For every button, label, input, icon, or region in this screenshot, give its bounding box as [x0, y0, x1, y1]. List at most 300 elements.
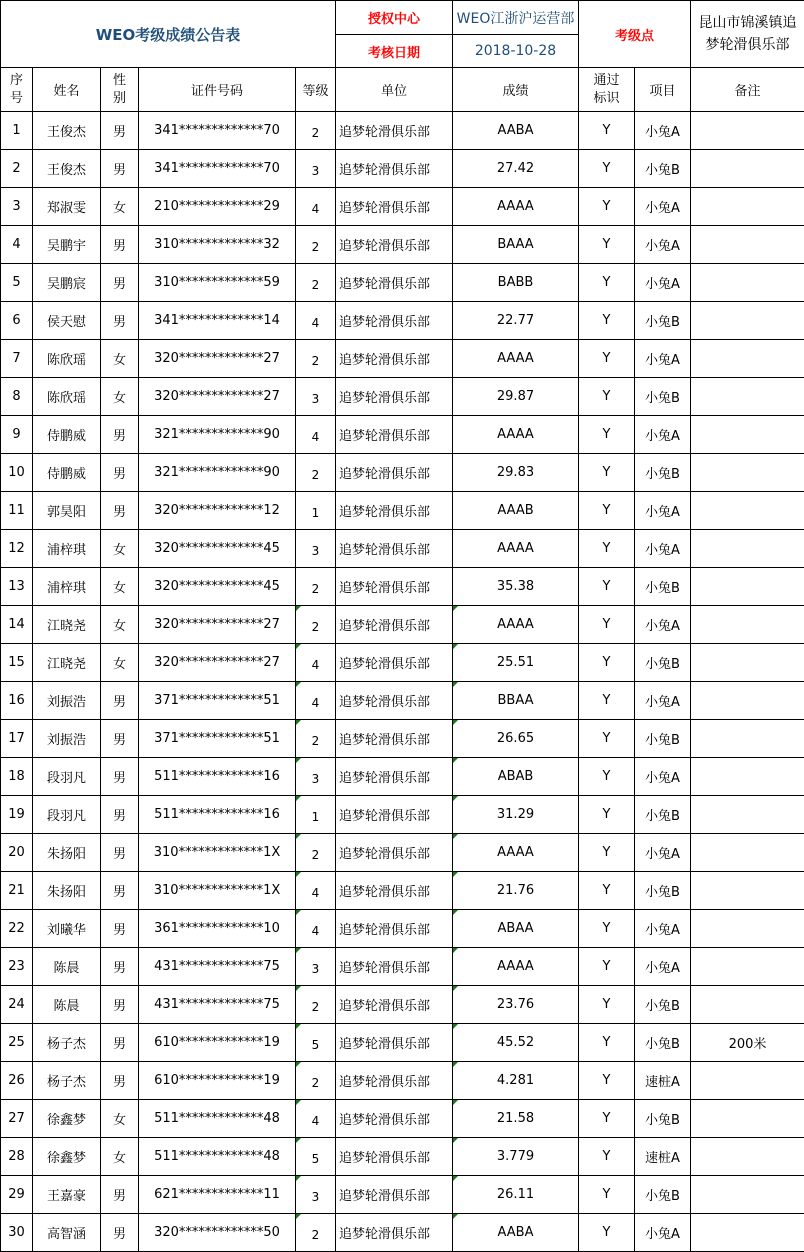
row-pass: Y — [579, 454, 635, 492]
row-id: 371*************51 — [139, 682, 296, 720]
row-name: 江晓尧 — [33, 644, 101, 682]
row-unit: 追梦轮滑俱乐部 — [336, 606, 453, 644]
row-unit: 追梦轮滑俱乐部 — [336, 796, 453, 834]
row-name: 段羽凡 — [33, 758, 101, 796]
row-note — [691, 492, 804, 530]
row-no: 23 — [1, 948, 33, 986]
table-row — [1, 986, 804, 1024]
row-score: 21.58 — [453, 1100, 579, 1138]
table-row — [1, 606, 804, 644]
row-level: 1 — [296, 492, 336, 530]
row-name: 王嘉豪 — [33, 1176, 101, 1214]
row-item: 小兔B — [635, 150, 691, 188]
row-level: 4 — [296, 872, 336, 910]
row-item: 小兔B — [635, 302, 691, 340]
row-level: 2 — [296, 340, 336, 378]
row-item: 小兔A — [635, 606, 691, 644]
row-unit: 追梦轮滑俱乐部 — [336, 720, 453, 758]
row-pass: Y — [579, 492, 635, 530]
row-gender: 男 — [101, 1024, 139, 1062]
row-item: 小兔B — [635, 378, 691, 416]
row-unit: 追梦轮滑俱乐部 — [336, 264, 453, 302]
row-level: 2 — [296, 226, 336, 264]
row-id: 610*************19 — [139, 1062, 296, 1100]
row-score: AAAB — [453, 492, 579, 530]
header-note: 备注 — [691, 68, 804, 112]
row-item: 小兔A — [635, 1214, 691, 1252]
row-id: 341*************14 — [139, 302, 296, 340]
row-gender: 男 — [101, 1214, 139, 1252]
row-no: 27 — [1, 1100, 33, 1138]
row-pass: Y — [579, 606, 635, 644]
table-row — [1, 834, 804, 872]
row-note — [691, 454, 804, 492]
row-score: 4.281 — [453, 1062, 579, 1100]
row-unit: 追梦轮滑俱乐部 — [336, 872, 453, 910]
row-id: 511*************16 — [139, 796, 296, 834]
row-no: 22 — [1, 910, 33, 948]
row-item: 小兔B — [635, 454, 691, 492]
center-label: 授权中心 — [336, 1, 453, 35]
row-id: 320*************27 — [139, 644, 296, 682]
row-pass: Y — [579, 948, 635, 986]
row-level: 4 — [296, 644, 336, 682]
row-id: 320*************27 — [139, 606, 296, 644]
row-note — [691, 1214, 804, 1252]
header-name: 姓名 — [33, 68, 101, 112]
row-name: 王俊杰 — [33, 112, 101, 150]
row-name: 王俊杰 — [33, 150, 101, 188]
row-name: 吴鹏宇 — [33, 226, 101, 264]
row-level: 4 — [296, 910, 336, 948]
row-score: 45.52 — [453, 1024, 579, 1062]
row-pass: Y — [579, 188, 635, 226]
row-name: 刘振浩 — [33, 682, 101, 720]
row-pass: Y — [579, 758, 635, 796]
table-row — [1, 1062, 804, 1100]
row-no: 20 — [1, 834, 33, 872]
row-id: 431*************75 — [139, 948, 296, 986]
row-item: 小兔A — [635, 530, 691, 568]
row-id: 320*************45 — [139, 530, 296, 568]
row-item: 小兔A — [635, 758, 691, 796]
row-unit: 追梦轮滑俱乐部 — [336, 492, 453, 530]
row-no: 29 — [1, 1176, 33, 1214]
row-score: AABA — [453, 112, 579, 150]
site-label: 考级点 — [579, 1, 691, 68]
row-gender: 男 — [101, 720, 139, 758]
row-id: 310*************1X — [139, 834, 296, 872]
row-pass: Y — [579, 682, 635, 720]
row-id: 210*************29 — [139, 188, 296, 226]
row-no: 13 — [1, 568, 33, 606]
row-level: 3 — [296, 150, 336, 188]
row-pass: Y — [579, 568, 635, 606]
row-item: 小兔A — [635, 264, 691, 302]
table-row — [1, 340, 804, 378]
row-score: 23.76 — [453, 986, 579, 1024]
row-note — [691, 910, 804, 948]
table-row — [1, 568, 804, 606]
row-id: 621*************11 — [139, 1176, 296, 1214]
row-unit: 追梦轮滑俱乐部 — [336, 378, 453, 416]
row-pass: Y — [579, 1214, 635, 1252]
row-score: AABA — [453, 1214, 579, 1252]
row-unit: 追梦轮滑俱乐部 — [336, 112, 453, 150]
table-row — [1, 150, 804, 188]
row-name: 侯天慰 — [33, 302, 101, 340]
row-no: 12 — [1, 530, 33, 568]
row-id: 371*************51 — [139, 720, 296, 758]
row-score: 25.51 — [453, 644, 579, 682]
row-id: 320*************50 — [139, 1214, 296, 1252]
row-pass: Y — [579, 720, 635, 758]
row-gender: 男 — [101, 1176, 139, 1214]
row-item: 小兔B — [635, 1100, 691, 1138]
row-score: 35.38 — [453, 568, 579, 606]
row-unit: 追梦轮滑俱乐部 — [336, 1214, 453, 1252]
header-score: 成绩 — [453, 68, 579, 112]
row-gender: 男 — [101, 226, 139, 264]
row-item: 小兔A — [635, 682, 691, 720]
row-gender: 女 — [101, 644, 139, 682]
row-pass: Y — [579, 986, 635, 1024]
row-no: 14 — [1, 606, 33, 644]
row-item: 小兔A — [635, 834, 691, 872]
row-gender: 男 — [101, 1062, 139, 1100]
row-score: BABB — [453, 264, 579, 302]
row-name: 杨子杰 — [33, 1062, 101, 1100]
row-name: 杨子杰 — [33, 1024, 101, 1062]
row-note — [691, 834, 804, 872]
row-unit: 追梦轮滑俱乐部 — [336, 1024, 453, 1062]
row-score: 21.76 — [453, 872, 579, 910]
row-score: BAAA — [453, 226, 579, 264]
row-note — [691, 378, 804, 416]
row-gender: 女 — [101, 378, 139, 416]
center-value: WEO江浙沪运营部 — [453, 1, 579, 35]
table-row — [1, 720, 804, 758]
row-name: 刘曦华 — [33, 910, 101, 948]
row-level: 2 — [296, 112, 336, 150]
row-item: 小兔B — [635, 568, 691, 606]
row-no: 7 — [1, 340, 33, 378]
row-no: 24 — [1, 986, 33, 1024]
row-unit: 追梦轮滑俱乐部 — [336, 682, 453, 720]
row-name: 陈晨 — [33, 986, 101, 1024]
row-note — [691, 302, 804, 340]
row-note — [691, 226, 804, 264]
row-note — [691, 112, 804, 150]
row-unit: 追梦轮滑俱乐部 — [336, 568, 453, 606]
row-item: 小兔A — [635, 112, 691, 150]
row-gender: 男 — [101, 986, 139, 1024]
header-id: 证件号码 — [139, 68, 296, 112]
row-pass: Y — [579, 416, 635, 454]
row-note — [691, 568, 804, 606]
table-row — [1, 264, 804, 302]
table-row — [1, 1214, 804, 1252]
row-pass: Y — [579, 340, 635, 378]
row-unit: 追梦轮滑俱乐部 — [336, 188, 453, 226]
row-gender: 男 — [101, 492, 139, 530]
table-row — [1, 796, 804, 834]
row-no: 9 — [1, 416, 33, 454]
row-name: 朱扬阳 — [33, 834, 101, 872]
table-row — [1, 454, 804, 492]
table-row — [1, 910, 804, 948]
row-pass: Y — [579, 1176, 635, 1214]
row-name: 陈欣瑶 — [33, 378, 101, 416]
row-level: 2 — [296, 454, 336, 492]
row-gender: 男 — [101, 112, 139, 150]
table-row — [1, 226, 804, 264]
table-row — [1, 378, 804, 416]
table-row — [1, 682, 804, 720]
row-score: 26.11 — [453, 1176, 579, 1214]
row-score: 29.83 — [453, 454, 579, 492]
row-no: 3 — [1, 188, 33, 226]
row-score: 31.29 — [453, 796, 579, 834]
row-unit: 追梦轮滑俱乐部 — [336, 226, 453, 264]
row-no: 26 — [1, 1062, 33, 1100]
table-row — [1, 872, 804, 910]
row-score: AAAA — [453, 606, 579, 644]
row-level: 2 — [296, 1062, 336, 1100]
row-note — [691, 264, 804, 302]
row-note — [691, 150, 804, 188]
table-row — [1, 1138, 804, 1176]
row-no: 28 — [1, 1138, 33, 1176]
row-gender: 女 — [101, 606, 139, 644]
row-gender: 男 — [101, 264, 139, 302]
row-gender: 男 — [101, 796, 139, 834]
row-pass: Y — [579, 530, 635, 568]
row-item: 小兔B — [635, 1176, 691, 1214]
row-item: 小兔B — [635, 986, 691, 1024]
row-id: 320*************12 — [139, 492, 296, 530]
row-unit: 追梦轮滑俱乐部 — [336, 454, 453, 492]
date-value: 2018-10-28 — [453, 35, 579, 68]
row-id: 610*************19 — [139, 1024, 296, 1062]
row-pass: Y — [579, 644, 635, 682]
row-id: 321*************90 — [139, 454, 296, 492]
row-level: 2 — [296, 720, 336, 758]
row-note — [691, 758, 804, 796]
row-unit: 追梦轮滑俱乐部 — [336, 340, 453, 378]
row-level: 2 — [296, 568, 336, 606]
row-name: 刘振浩 — [33, 720, 101, 758]
row-id: 320*************45 — [139, 568, 296, 606]
row-pass: Y — [579, 150, 635, 188]
row-unit: 追梦轮滑俱乐部 — [336, 910, 453, 948]
row-gender: 男 — [101, 948, 139, 986]
row-item: 小兔A — [635, 910, 691, 948]
row-score: AAAA — [453, 188, 579, 226]
row-score: BBAA — [453, 682, 579, 720]
row-score: AAAA — [453, 416, 579, 454]
row-id: 341*************70 — [139, 112, 296, 150]
row-note — [691, 188, 804, 226]
row-unit: 追梦轮滑俱乐部 — [336, 758, 453, 796]
row-note — [691, 1100, 804, 1138]
header-level: 等级 — [296, 68, 336, 112]
row-id: 310*************59 — [139, 264, 296, 302]
row-score: AAAA — [453, 948, 579, 986]
row-no: 25 — [1, 1024, 33, 1062]
row-no: 10 — [1, 454, 33, 492]
row-level: 2 — [296, 1214, 336, 1252]
row-item: 小兔B — [635, 1024, 691, 1062]
row-name: 郑淑雯 — [33, 188, 101, 226]
row-score: 26.65 — [453, 720, 579, 758]
row-level: 5 — [296, 1024, 336, 1062]
row-gender: 女 — [101, 188, 139, 226]
row-level: 2 — [296, 834, 336, 872]
row-level: 2 — [296, 264, 336, 302]
row-score: AAAA — [453, 834, 579, 872]
row-item: 小兔A — [635, 188, 691, 226]
row-note — [691, 606, 804, 644]
row-id: 511*************48 — [139, 1138, 296, 1176]
row-item: 小兔B — [635, 796, 691, 834]
row-gender: 男 — [101, 682, 139, 720]
row-gender: 男 — [101, 834, 139, 872]
row-gender: 男 — [101, 454, 139, 492]
row-item: 小兔B — [635, 872, 691, 910]
row-name: 江晓尧 — [33, 606, 101, 644]
row-pass: Y — [579, 264, 635, 302]
row-note — [691, 416, 804, 454]
table-row — [1, 416, 804, 454]
row-gender: 男 — [101, 910, 139, 948]
row-name: 徐鑫梦 — [33, 1100, 101, 1138]
row-no: 17 — [1, 720, 33, 758]
row-gender: 男 — [101, 872, 139, 910]
row-name: 浦梓琪 — [33, 530, 101, 568]
table-row — [1, 188, 804, 226]
row-pass: Y — [579, 1138, 635, 1176]
row-item: 小兔A — [635, 416, 691, 454]
row-unit: 追梦轮滑俱乐部 — [336, 150, 453, 188]
header-row — [1, 68, 804, 112]
row-note — [691, 530, 804, 568]
row-pass: Y — [579, 1100, 635, 1138]
row-note — [691, 948, 804, 986]
table-row — [1, 1176, 804, 1214]
row-no: 5 — [1, 264, 33, 302]
row-level: 3 — [296, 530, 336, 568]
row-no: 11 — [1, 492, 33, 530]
row-level: 4 — [296, 1100, 336, 1138]
date-label: 考核日期 — [336, 35, 453, 68]
row-gender: 男 — [101, 150, 139, 188]
row-no: 21 — [1, 872, 33, 910]
row-no: 16 — [1, 682, 33, 720]
row-unit: 追梦轮滑俱乐部 — [336, 834, 453, 872]
row-note — [691, 1062, 804, 1100]
row-name: 高智涵 — [33, 1214, 101, 1252]
row-note — [691, 644, 804, 682]
row-item: 小兔B — [635, 644, 691, 682]
row-score: ABAB — [453, 758, 579, 796]
row-note — [691, 986, 804, 1024]
row-id: 361*************10 — [139, 910, 296, 948]
row-note — [691, 682, 804, 720]
row-name: 陈晨 — [33, 948, 101, 986]
row-level: 3 — [296, 378, 336, 416]
row-id: 321*************90 — [139, 416, 296, 454]
row-item: 小兔A — [635, 340, 691, 378]
table-row — [1, 1024, 804, 1062]
row-gender: 女 — [101, 1100, 139, 1138]
row-id: 511*************16 — [139, 758, 296, 796]
table-row — [1, 1100, 804, 1138]
row-level: 3 — [296, 758, 336, 796]
row-unit: 追梦轮滑俱乐部 — [336, 1062, 453, 1100]
row-id: 310*************1X — [139, 872, 296, 910]
header-unit: 单位 — [336, 68, 453, 112]
table-row — [1, 112, 804, 150]
row-name: 段羽凡 — [33, 796, 101, 834]
row-unit: 追梦轮滑俱乐部 — [336, 948, 453, 986]
row-no: 15 — [1, 644, 33, 682]
row-gender: 女 — [101, 530, 139, 568]
row-gender: 女 — [101, 1138, 139, 1176]
row-no: 6 — [1, 302, 33, 340]
row-level: 4 — [296, 682, 336, 720]
row-unit: 追梦轮滑俱乐部 — [336, 530, 453, 568]
table-row — [1, 644, 804, 682]
row-note — [691, 720, 804, 758]
row-pass: Y — [579, 796, 635, 834]
row-name: 徐鑫梦 — [33, 1138, 101, 1176]
row-pass: Y — [579, 1024, 635, 1062]
table-row — [1, 530, 804, 568]
row-id: 320*************27 — [139, 378, 296, 416]
row-pass: Y — [579, 112, 635, 150]
row-gender: 女 — [101, 340, 139, 378]
row-id: 511*************48 — [139, 1100, 296, 1138]
site-value: 昆山市锦溪镇追梦轮滑俱乐部 — [691, 1, 804, 68]
row-item: 速桩A — [635, 1062, 691, 1100]
row-gender: 男 — [101, 416, 139, 454]
row-item: 小兔A — [635, 492, 691, 530]
row-item: 小兔A — [635, 948, 691, 986]
row-score: 29.87 — [453, 378, 579, 416]
row-level: 4 — [296, 416, 336, 454]
row-unit: 追梦轮滑俱乐部 — [336, 1138, 453, 1176]
row-unit: 追梦轮滑俱乐部 — [336, 644, 453, 682]
row-unit: 追梦轮滑俱乐部 — [336, 302, 453, 340]
row-name: 侍鹏威 — [33, 416, 101, 454]
header-no: 序号 — [1, 68, 33, 112]
row-no: 30 — [1, 1214, 33, 1252]
row-level: 1 — [296, 796, 336, 834]
table-row — [1, 492, 804, 530]
row-gender: 女 — [101, 568, 139, 606]
row-note — [691, 796, 804, 834]
row-level: 3 — [296, 1176, 336, 1214]
row-no: 4 — [1, 226, 33, 264]
row-level: 3 — [296, 948, 336, 986]
row-item: 速桩A — [635, 1138, 691, 1176]
row-note — [691, 872, 804, 910]
row-unit: 追梦轮滑俱乐部 — [336, 416, 453, 454]
row-name: 朱扬阳 — [33, 872, 101, 910]
row-score: 27.42 — [453, 150, 579, 188]
row-note — [691, 1176, 804, 1214]
